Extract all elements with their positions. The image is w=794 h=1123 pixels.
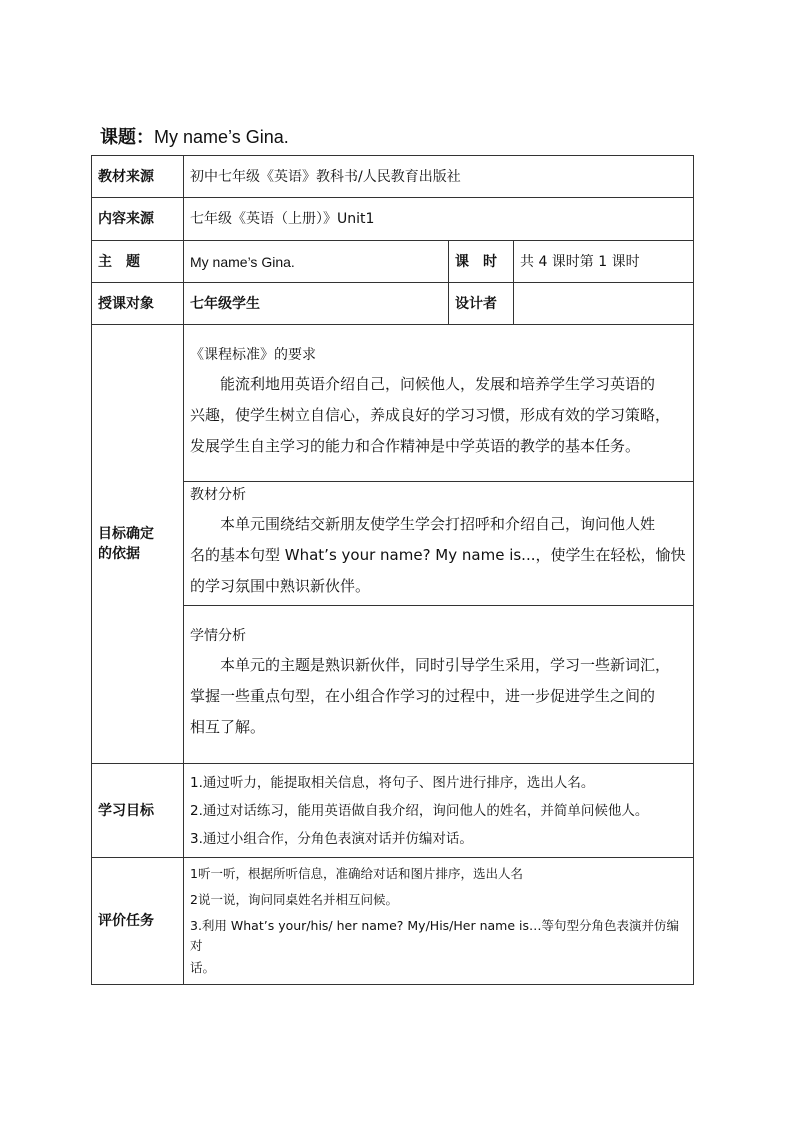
evaluation-label: 评价任务 <box>92 858 184 985</box>
textbook-analysis-cell <box>184 482 694 606</box>
row-topic <box>92 241 694 283</box>
row-content-source <box>92 198 694 241</box>
goals-label: 学习目标 <box>92 764 184 858</box>
designer-value <box>514 283 694 325</box>
curriculum-cell <box>184 325 694 482</box>
evaluation-item: 2说一说，询问同桌姓名并相互问候。 <box>190 892 398 907</box>
evaluation-item: 1听一听，根据所听信息，准确给对话和图片排序，选出人名 <box>190 866 523 881</box>
curriculum-title: 《课程标准》的要求 <box>190 346 316 363</box>
student-analysis-line: 相互了解。 <box>190 718 266 736</box>
designer-label: 设计者 <box>449 283 514 325</box>
row-textbook-source <box>92 156 694 198</box>
textbook-analysis-line: 本单元围绕结交新朋友使学生学会打招呼和介绍自己，询问他人姓 <box>220 515 656 533</box>
textbook-analysis-title: 教材分析 <box>190 487 246 503</box>
textbook-source-label: 教材来源 <box>92 156 184 198</box>
title-value: My name’s Gina. <box>154 127 289 147</box>
basis-label-line1: 目标确定 <box>98 526 154 542</box>
textbook-analysis-line: 的学习氛围中熟识新伙伴。 <box>190 577 371 595</box>
curriculum-line: 发展学生自主学习的能力和合作精神是中学英语的教学的基本任务。 <box>190 436 641 455</box>
topic-value: My name’s Gina. <box>184 241 449 283</box>
basis-label <box>92 325 184 764</box>
goals-cell <box>184 764 694 858</box>
student-analysis-title: 学情分析 <box>190 628 246 644</box>
page-title <box>100 124 289 151</box>
textbook-analysis-line: 名的基本句型 What’s your name? My name is...，使学生在轻松，愉快 <box>190 546 686 564</box>
student-analysis-cell <box>184 606 694 764</box>
goal-item: 3.通过小组合作，分角色表演对话并仿编对话。 <box>190 830 473 847</box>
audience-value: 七年级学生 <box>184 283 449 325</box>
lesson-plan-table <box>91 155 694 985</box>
period-value: 共 4 课时第 1 课时 <box>514 241 694 283</box>
evaluation-cell <box>184 858 694 985</box>
student-analysis-line: 本单元的主题是熟识新伙伴，同时引导学生采用，学习一些新词汇， <box>220 656 671 674</box>
evaluation-item: 话。 <box>190 960 216 975</box>
curriculum-line: 兴趣，使学生树立自信心，养成良好的学习习惯，形成有效的学习策略， <box>190 405 671 424</box>
row-audience <box>92 283 694 325</box>
content-source-value: 七年级《英语（上册）》Unit1 <box>184 198 694 241</box>
textbook-source-value: 初中七年级《英语》教科书/人民教育出版社 <box>184 156 694 198</box>
student-analysis-line: 掌握一些重点句型，在小组合作学习的过程中，进一步促进学生之间的 <box>190 687 656 705</box>
evaluation-item: 3.利用 What’s your/his/ her name? My/His/Her name is…等句型分角色表演并仿编对 <box>190 918 679 953</box>
goal-item: 2.通过对话练习，能用英语做自我介绍，询问他人的姓名，并简单问候他人。 <box>190 802 649 819</box>
period-label: 课 时 <box>449 241 514 283</box>
row-evaluation <box>92 858 694 985</box>
audience-label: 授课对象 <box>92 283 184 325</box>
curriculum-line: 能流利地用英语介绍自己，问候他人，发展和培养学生学习英语的 <box>220 374 656 393</box>
title-label: 课题： <box>100 127 154 148</box>
basis-label-line2: 的依据 <box>98 546 140 562</box>
row-learning-goals <box>92 764 694 858</box>
topic-label: 主 题 <box>92 241 184 283</box>
row-curriculum <box>92 325 694 482</box>
goal-item: 1.通过听力，能提取相关信息，将句子、图片进行排序，选出人名。 <box>190 774 595 791</box>
content-source-label: 内容来源 <box>92 198 184 241</box>
